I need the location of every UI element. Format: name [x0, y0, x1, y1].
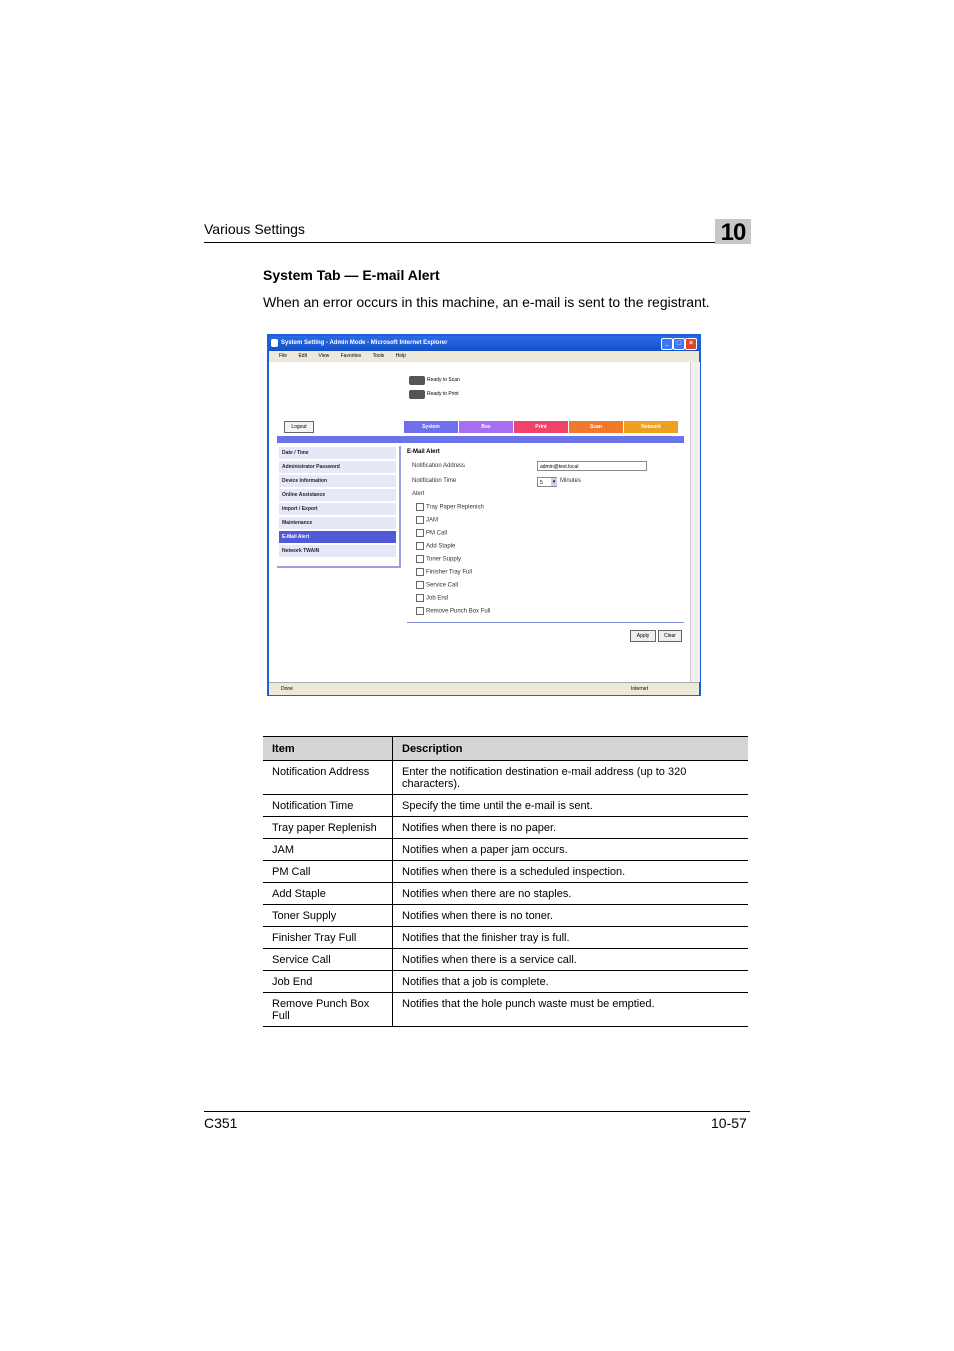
menu-file[interactable]: File	[279, 353, 288, 359]
notification-address-label: Notification Address	[412, 463, 466, 469]
chapter-number: 10	[715, 219, 751, 244]
sidebar-item-import-export[interactable]: Import / Export	[279, 503, 396, 515]
checkbox-jam[interactable]: JAM	[416, 516, 438, 524]
tab-scan[interactable]: Scan	[569, 421, 623, 433]
running-header-title: Various Settings	[204, 221, 305, 237]
table-cell-description: Specify the time until the e-mail is sent.	[393, 795, 749, 817]
table-row	[263, 795, 748, 817]
sidebar-item-date-time[interactable]: Date / Time	[279, 447, 396, 459]
checkbox-tray-paper-replenish[interactable]: Tray Paper Replenish	[416, 503, 484, 511]
table-cell-description: Notifies when there is no toner.	[393, 905, 749, 927]
sidebar-item-maintenance[interactable]: Maintenance	[279, 517, 396, 529]
section-title: System Tab — E-mail Alert	[263, 267, 440, 283]
checkbox-service-call[interactable]: Service Call	[416, 581, 458, 589]
header-rule	[204, 242, 750, 243]
print-status: Ready to Print	[427, 391, 459, 397]
tab-system[interactable]: System	[404, 421, 458, 433]
checkbox-toner-supply[interactable]: Toner Supply	[416, 555, 461, 563]
sidebar-item-administrator-password[interactable]: Administrator Password	[279, 461, 396, 473]
menu-favorites[interactable]: Favorites	[340, 353, 362, 359]
menu-view[interactable]: View	[318, 353, 330, 359]
table-row	[263, 839, 748, 861]
table-cell-item: Add Staple	[263, 883, 393, 905]
scanner-icon	[409, 376, 425, 385]
table-header-row	[263, 737, 748, 761]
table-cell-description: Notifies when there is a service call.	[393, 949, 749, 971]
table-cell-description: Notifies that the finisher tray is full.	[393, 927, 749, 949]
notification-address-input[interactable]: admin@test.local	[537, 461, 647, 471]
table-cell-item: Service Call	[263, 949, 393, 971]
logout-button[interactable]: Logout	[284, 421, 314, 433]
notification-time-select[interactable]: 5	[537, 477, 557, 487]
checkbox-remove-punch-box-full[interactable]: Remove Punch Box Full	[416, 607, 490, 615]
menu-bar	[269, 351, 699, 362]
table-cell-item: PM Call	[263, 861, 393, 883]
checkbox-finisher-tray-full[interactable]: Finisher Tray Full	[416, 568, 472, 576]
menu-tools[interactable]: Tools	[372, 353, 385, 359]
checkbox-pm-call[interactable]: PM Call	[416, 529, 447, 537]
table-row	[263, 949, 748, 971]
tab-network[interactable]: Network	[624, 421, 678, 433]
scan-status: Ready to Scan	[427, 377, 460, 383]
footer-rule	[204, 1111, 750, 1112]
table-cell-item: Finisher Tray Full	[263, 927, 393, 949]
form-title: E-Mail Alert	[407, 449, 440, 455]
table-row	[263, 993, 748, 1027]
vertical-scrollbar[interactable]	[690, 362, 700, 682]
maximize-icon[interactable]: □	[673, 338, 685, 350]
form-divider	[407, 622, 684, 623]
footer-model: C351	[204, 1115, 238, 1131]
tab-print[interactable]: Print	[514, 421, 568, 433]
column-header-item: Item	[263, 737, 393, 761]
menu-help[interactable]: Help	[395, 353, 406, 359]
status-left: Done	[281, 686, 293, 692]
table-cell-item: JAM	[263, 839, 393, 861]
table-cell-description: Notifies when there is a scheduled inspection.	[393, 861, 749, 883]
checkbox-job-end[interactable]: Job End	[416, 594, 448, 602]
sidebar-item-email-alert[interactable]: E-Mail Alert	[279, 531, 396, 543]
ie-icon	[271, 339, 278, 347]
apply-button[interactable]: Apply	[630, 630, 656, 642]
window-titlebar	[269, 336, 699, 351]
browser-window-screenshot	[267, 334, 701, 696]
table-row	[263, 927, 748, 949]
close-icon[interactable]: ×	[685, 338, 697, 350]
table-cell-item: Toner Supply	[263, 905, 393, 927]
table-cell-item: Notification Address	[263, 761, 393, 795]
table-cell-item: Tray paper Replenish	[263, 817, 393, 839]
table-cell-description: Notifies when there are no staples.	[393, 883, 749, 905]
table-cell-item: Notification Time	[263, 795, 393, 817]
table-row	[263, 905, 748, 927]
alert-label: Alert	[412, 491, 425, 497]
nav-band	[277, 436, 684, 443]
clear-button[interactable]: Clear	[658, 630, 682, 642]
sidebar-item-device-information[interactable]: Device Information	[279, 475, 396, 487]
table-cell-description: Notifies that a job is complete.	[393, 971, 749, 993]
browser-status-bar	[269, 682, 699, 695]
column-header-description: Description	[393, 737, 749, 761]
status-right: Internet	[631, 686, 648, 692]
table-row	[263, 883, 748, 905]
window-title: System Setting - Admin Mode - Microsoft Internet Explorer	[281, 340, 448, 346]
sidebar	[277, 446, 401, 568]
settings-table	[263, 736, 748, 1027]
table-cell-item: Remove Punch Box Full	[263, 993, 393, 1027]
tab-box[interactable]: Box	[459, 421, 513, 433]
table-cell-description: Enter the notification destination e-mail address (up to 320 characters).	[393, 761, 749, 795]
checkbox-add-staple[interactable]: Add Staple	[416, 542, 455, 550]
table-row	[263, 971, 748, 993]
table-row	[263, 761, 748, 795]
minutes-label: Minutes	[560, 478, 582, 484]
table-cell-description: Notifies when there is no paper.	[393, 817, 749, 839]
notification-time-label: Notification Time	[412, 478, 457, 484]
table-row	[263, 817, 748, 839]
sidebar-item-online-assistance[interactable]: Online Assistance	[279, 489, 396, 501]
table-cell-description: Notifies when a paper jam occurs.	[393, 839, 749, 861]
intro-text: When an error occurs in this machine, an e-mail is sent to the registrant.	[263, 294, 710, 310]
footer-page-number: 10-57	[711, 1115, 747, 1131]
table-row	[263, 861, 748, 883]
printer-icon	[409, 390, 425, 399]
minimize-icon[interactable]: _	[661, 338, 673, 350]
table-cell-description: Notifies that the hole punch waste must be emptied.	[393, 993, 749, 1027]
chevron-down-icon[interactable]: ▾	[552, 479, 556, 485]
sidebar-item-network-twain[interactable]: Network TWAIN	[279, 545, 396, 557]
table-cell-item: Job End	[263, 971, 393, 993]
menu-edit[interactable]: Edit	[298, 353, 308, 359]
